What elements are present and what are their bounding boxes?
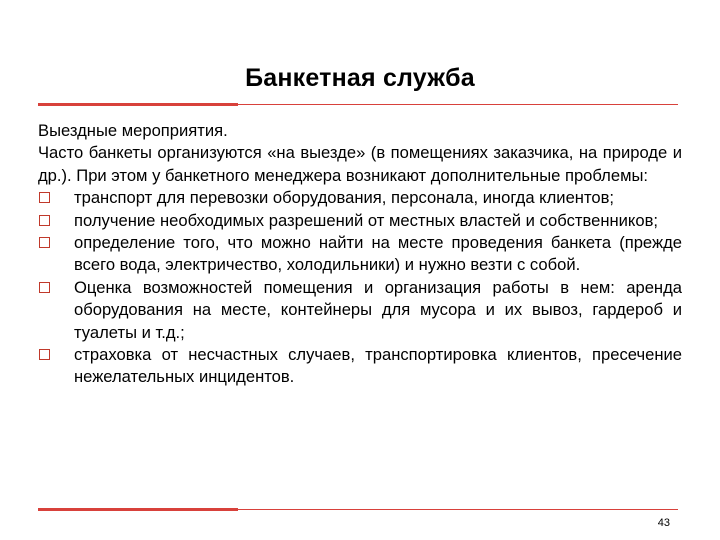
slide-title: Банкетная служба xyxy=(245,64,475,92)
list-item xyxy=(38,277,682,344)
title-divider-thin xyxy=(238,104,678,105)
list-item-text: транспорт для перевозки оборудования, персонала, иногда клиентов; xyxy=(74,188,615,208)
intro-heading: Выездные мероприятия. xyxy=(38,121,228,140)
square-outline-bullet-icon xyxy=(39,349,50,360)
list-item-text: Оценка возможностей помещения и организация работы в нем: аренда оборудования на месте, контейнеры для мусора и их вывоз, гардероб и туалеты и т.д.; xyxy=(74,277,682,342)
intro-text: Часто банкеты организуются «на выезде» (в помещениях заказчика, на природе и др.). При этом у банкетного менеджера возникают дополнительные проблемы: xyxy=(38,143,682,185)
bullet-list xyxy=(38,187,682,389)
slide-body xyxy=(38,120,682,389)
list-item xyxy=(38,344,682,389)
list-item-text: страховка от несчастных случаев, транспортировка клиентов, пресечение нежелательных инцидентов. xyxy=(74,345,682,387)
list-item xyxy=(38,187,682,209)
list-item-text: определение того, что можно найти на месте проведения банкета (прежде всего вода, электричество, холодильники) и нужно везти с собой. xyxy=(74,233,682,275)
square-outline-bullet-icon xyxy=(39,237,50,248)
page-number: 43 xyxy=(657,517,670,529)
title-divider-thick xyxy=(38,103,238,106)
square-outline-bullet-icon xyxy=(39,215,50,226)
list-item xyxy=(38,210,682,232)
list-item xyxy=(38,232,682,277)
square-outline-bullet-icon xyxy=(39,192,50,203)
square-outline-bullet-icon xyxy=(39,282,50,293)
footer-divider-thick xyxy=(38,508,238,511)
list-item-text: получение необходимых разрешений от местных властей и собственников; xyxy=(74,210,659,230)
footer-divider-thin xyxy=(238,509,678,510)
